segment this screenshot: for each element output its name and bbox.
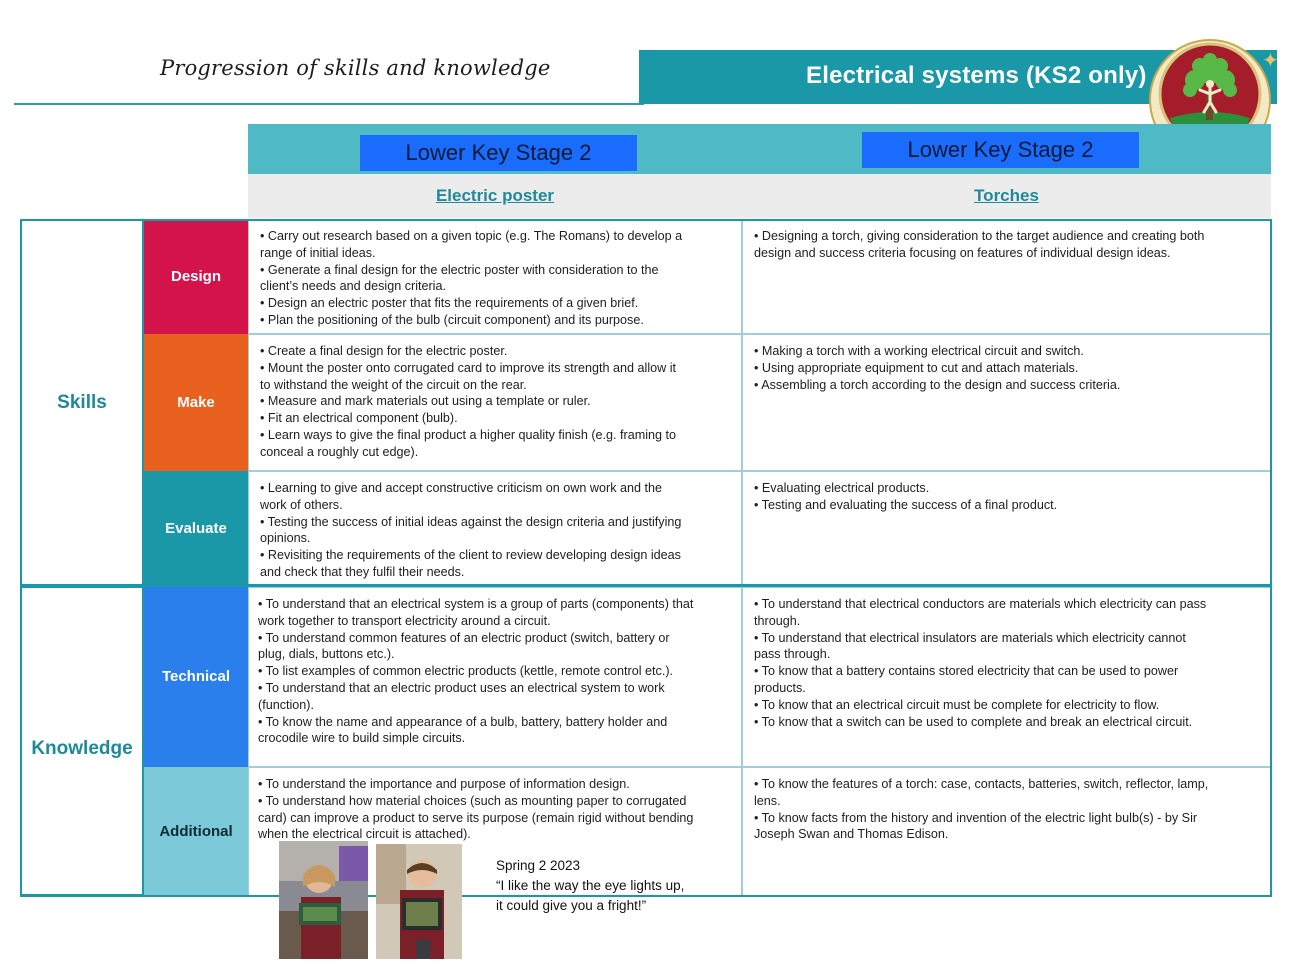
bullet-line: • Learn ways to give the final product a higher quality finish (e.g. framing to bbox=[260, 427, 677, 442]
bullet-line: • Using appropriate equipment to cut and attach materials. bbox=[754, 360, 1079, 375]
student-photo-1 bbox=[279, 841, 368, 959]
bullet-line: pass through. bbox=[754, 647, 831, 662]
bullet-line: • To understand common features of an electric product (switch, battery or bbox=[258, 630, 670, 645]
cell-additional-col2 bbox=[742, 767, 1271, 896]
bullet-line: • To know that a switch can be used to complete and break an electrical circuit. bbox=[754, 714, 1193, 729]
bullet-line: lens. bbox=[754, 793, 781, 808]
bullet-line: • Testing and evaluating the success of a final product. bbox=[754, 497, 1058, 512]
cell-technical-col2 bbox=[742, 587, 1271, 767]
bullet-line: • Generate a final design for the electric poster with consideration to the bbox=[260, 262, 659, 277]
bullet-line: • To understand that electrical conductors are materials which electricity can pass bbox=[754, 597, 1207, 611]
col2-stage-label: Lower Key Stage 2 bbox=[862, 132, 1139, 168]
col1-stage-label: Lower Key Stage 2 bbox=[360, 135, 637, 171]
pupil-quote bbox=[496, 856, 684, 916]
bullet-line: plug, dials, buttons etc.). bbox=[258, 647, 395, 662]
page-title: Progression of skills and knowledge bbox=[160, 56, 551, 80]
cell-make-col1 bbox=[248, 334, 742, 471]
bullet-line: • Fit an electrical component (bulb). bbox=[260, 411, 458, 426]
quote-line: “I like the way the eye lights up, bbox=[496, 878, 685, 893]
bullet-line: • Revisiting the requirements of the client to review developing design ideas bbox=[260, 548, 681, 563]
cell-evaluate-col1 bbox=[248, 471, 742, 586]
knowledge-group bbox=[20, 586, 144, 896]
cell-make-col2 bbox=[742, 334, 1271, 471]
bullet-line: • Plan the positioning of the bulb (circuit component) and its purpose. bbox=[260, 312, 644, 327]
cell-evaluate-col2 bbox=[742, 471, 1271, 586]
bullet-line: • To understand that electrical insulators are materials which electricity cannot bbox=[754, 630, 1186, 645]
bullet-line: • Assembling a torch according to the design and success criteria. bbox=[754, 377, 1121, 392]
bullet-line: range of initial ideas. bbox=[260, 245, 376, 260]
bullet-line: • Evaluating electrical products. bbox=[754, 481, 930, 495]
bullet-line: • Making a torch with a working electrical circuit and switch. bbox=[754, 344, 1084, 358]
bullet-line: • Carry out research based on a given topic (e.g. The Romans) to develop a bbox=[260, 229, 683, 243]
bullet-line: • Mount the poster onto corrugated card to improve its strength and allow it bbox=[260, 360, 677, 375]
cell-technical-col1 bbox=[248, 587, 742, 767]
bullet-line: • Learning to give and accept constructive criticism on own work and the bbox=[260, 481, 663, 495]
topic-title: Electrical systems (KS2 only) bbox=[806, 62, 1147, 89]
bullet-line: • To understand that an electric product uses an electrical system to work bbox=[258, 680, 665, 695]
unit-link-electric-poster[interactable]: Electric poster bbox=[435, 186, 555, 205]
bullet-line: client’s needs and design criteria. bbox=[260, 279, 446, 294]
header-divider bbox=[14, 103, 644, 105]
bullet-line: through. bbox=[754, 613, 801, 628]
bullet-line: when the electrical circuit is attached). bbox=[258, 827, 471, 842]
knowledge-label: Knowledge bbox=[31, 738, 133, 759]
row-label-make: Make bbox=[144, 334, 248, 471]
unit-link-torches[interactable]: Torches bbox=[974, 186, 1039, 205]
skills-label: Skills bbox=[57, 391, 107, 413]
bullet-line: design and success criteria focusing on features of individual design ideas. bbox=[754, 245, 1171, 260]
bullet-line: opinions. bbox=[260, 531, 311, 546]
bullet-line: crocodile wire to build simple circuits. bbox=[258, 731, 466, 746]
bullet-line: products. bbox=[754, 680, 806, 695]
cell-design-col2 bbox=[742, 219, 1271, 334]
bullet-line: • Create a final design for the electric poster. bbox=[260, 344, 508, 358]
row-label-design: Design bbox=[144, 219, 248, 334]
row-label-evaluate: Evaluate bbox=[144, 471, 248, 586]
bullet-line: • To understand that an electrical system is a group of parts (components) that bbox=[258, 597, 694, 611]
bullet-line: Joseph Swan and Thomas Edison. bbox=[754, 827, 949, 842]
bullet-line: • To know that a battery contains stored electricity that can be used to power bbox=[754, 664, 1179, 679]
bullet-line: • To know the name and appearance of a bulb, battery, battery holder and bbox=[258, 714, 668, 729]
bullet-line: work together to transport electricity around a circuit. bbox=[258, 613, 551, 628]
bullet-line: • To know the features of a torch: case, contacts, batteries, switch, reflector, lamp, bbox=[754, 777, 1209, 791]
bullet-line: (function). bbox=[258, 697, 314, 712]
bullet-line: • Design an electric poster that fits the requirements of a given brief. bbox=[260, 296, 639, 311]
bullet-line: • To understand the importance and purpose of information design. bbox=[258, 777, 630, 791]
bullet-line: • Designing a torch, giving consideration to the target audience and creating both bbox=[754, 229, 1205, 243]
row-label-additional: Additional bbox=[144, 767, 248, 896]
cell-design-col1 bbox=[248, 219, 742, 334]
bullet-line: work of others. bbox=[260, 497, 343, 512]
quote-date: Spring 2 2023 bbox=[496, 858, 581, 873]
bullet-line: • To know that an electrical circuit must be complete for electricity to flow. bbox=[754, 697, 1160, 712]
bullet-line: conceal a roughly cut edge). bbox=[260, 444, 419, 459]
bullet-line: and check that they fulfil their needs. bbox=[260, 564, 465, 579]
bullet-line: • To understand how material choices (such as mounting paper to corrugated bbox=[258, 793, 687, 808]
bullet-line: card) can improve a product to serve its purpose (remain rigid without bending bbox=[258, 810, 694, 825]
bullet-line: • To know facts from the history and invention of the electric light bulb(s) - by Sir bbox=[754, 810, 1198, 825]
bird-icon: ✦ bbox=[1262, 50, 1279, 72]
student-photo-2 bbox=[376, 844, 462, 959]
bullet-line: • To list examples of common electric products (kettle, remote control etc.). bbox=[258, 664, 674, 679]
skills-group bbox=[20, 219, 144, 586]
bullet-line: • Testing the success of initial ideas against the design criteria and justifying bbox=[260, 514, 682, 529]
quote-line: it could give you a fright!” bbox=[496, 898, 647, 913]
bullet-line: to withstand the weight of the circuit on the rear. bbox=[260, 377, 527, 392]
bullet-line: • Measure and mark materials out using a template or ruler. bbox=[260, 394, 591, 409]
row-label-technical: Technical bbox=[144, 586, 248, 767]
